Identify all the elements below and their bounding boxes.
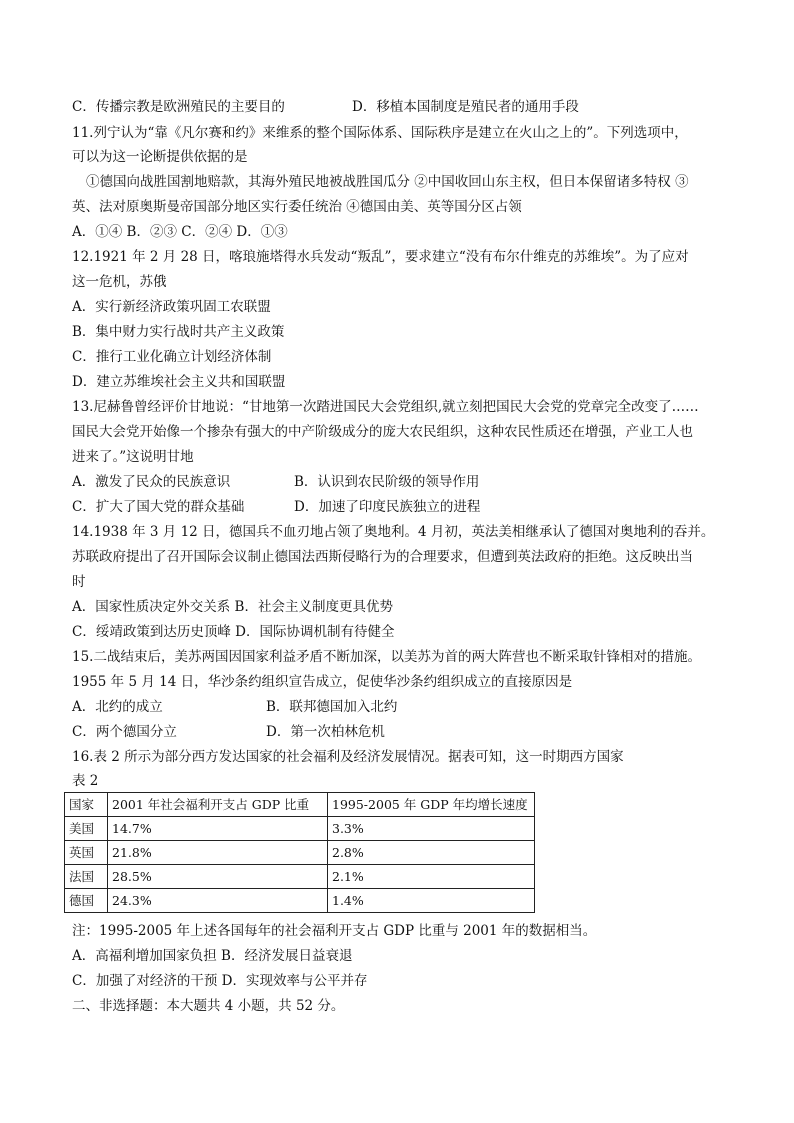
table-header-row bbox=[65, 793, 535, 817]
q15-option-d: D．第一次柏林危机 bbox=[266, 724, 385, 740]
table-cell: 1.4% bbox=[328, 889, 535, 913]
q13-stem-line1: 13.尼赫鲁曾经评价甘地说：“甘地第一次踏进国民大会党组织,就立刻把国民大会党的党章完全改变了…… bbox=[72, 399, 699, 415]
q12-option-d: D．建立苏维埃社会主义共和国联盟 bbox=[72, 374, 286, 390]
q12-option-a: A．实行新经济政策巩固工农联盟 bbox=[72, 299, 271, 315]
q12-stem-line1: 12.1921 年 2 月 28 日，喀琅施塔得水兵发动“叛乱”，要求建立“没有布尔什维克的苏维埃”。为了应对 bbox=[72, 249, 689, 265]
q12-option-b: B．集中财力实行战时共产主义政策 bbox=[72, 324, 285, 340]
q14-options-cd: C．绥靖政策到达历史顶峰 D．国际协调机制有待健全 bbox=[72, 624, 395, 640]
q12-stem-line2: 这一危机，苏俄 bbox=[72, 274, 167, 290]
table-row bbox=[65, 817, 535, 841]
table-cell: 21.8% bbox=[108, 841, 328, 865]
table-row bbox=[65, 889, 535, 913]
q13-option-a: A．激发了民众的民族意识 bbox=[72, 474, 231, 490]
q12-option-c: C．推行工业化确立计划经济体制 bbox=[72, 349, 272, 365]
table-row bbox=[65, 865, 535, 889]
q13-stem-line2: 国民大会党开始像一个掺杂有强大的中产阶级成分的庞大农民组织，这种农民性质还在增强，产业工人也 bbox=[72, 424, 693, 440]
q11-items-line1: ①德国向战胜国割地赔款，其海外殖民地被战胜国瓜分 ②中国收回山东主权，但日本保留诸多特权 ③ bbox=[86, 174, 689, 190]
q11-options: A．①④ B．②③ C．②④ D．①③ bbox=[72, 224, 288, 240]
table-cell: 14.7% bbox=[108, 817, 328, 841]
q13-stem-line3: 进来了。”这说明甘地 bbox=[72, 449, 194, 465]
q15-option-b: B．联邦德国加入北约 bbox=[266, 699, 398, 715]
q13-option-b: B．认识到农民阶级的领导作用 bbox=[294, 474, 480, 490]
q16-stem: 16.表 2 所示为部分西方发达国家的社会福利及经济发展情况。据表可知，这一时期西方国家 bbox=[72, 749, 624, 765]
table-cell: 2.8% bbox=[328, 841, 535, 865]
table-cell: 28.5% bbox=[108, 865, 328, 889]
q13-option-c: C．扩大了国大党的群众基础 bbox=[72, 499, 245, 515]
table-cell: 24.3% bbox=[108, 889, 328, 913]
table-cell: 英国 bbox=[65, 841, 108, 865]
table-cell: 德国 bbox=[65, 889, 108, 913]
table-header-cell: 1995-2005 年 GDP 年均增长速度 bbox=[328, 793, 535, 817]
table-cell: 美国 bbox=[65, 817, 108, 841]
table-cell: 法国 bbox=[65, 865, 108, 889]
q10-option-d: D．移植本国制度是殖民者的通用手段 bbox=[352, 99, 579, 115]
q16-options-cd: C．加强了对经济的干预 D．实现效率与公平并存 bbox=[72, 973, 368, 989]
section-heading: 二、非选择题：本大题共 4 小题，共 52 分。 bbox=[72, 998, 345, 1014]
q14-stem-line2: 苏联政府提出了召开国际会议制止德国法西斯侵略行为的合理要求，但遭到英法政府的拒绝。这反映出当 bbox=[72, 549, 693, 565]
table-cell: 3.3% bbox=[328, 817, 535, 841]
q13-option-d: D．加速了印度民族独立的进程 bbox=[294, 499, 481, 515]
q16-options-ab: A．高福利增加国家负担 B．经济发展日益衰退 bbox=[72, 948, 353, 964]
table-caption: 表 2 bbox=[72, 773, 99, 789]
welfare-gdp-table bbox=[64, 792, 535, 913]
table-header-cell: 国家 bbox=[65, 793, 108, 817]
q15-option-a: A．北约的成立 bbox=[72, 699, 163, 715]
q11-items-line2: 英、法对原奥斯曼帝国部分地区实行委任统治 ④德国由美、英等国分区占领 bbox=[72, 199, 522, 215]
q15-stem-line1: 15.二战结束后，美苏两国因国家利益矛盾不断加深，以美苏为首的两大阵营也不断采取针锋相对的措施。 bbox=[72, 649, 701, 665]
q15-stem-line2: 1955 年 5 月 14 日，华沙条约组织宣告成立，促使华沙条约组织成立的直接原因是 bbox=[72, 674, 573, 690]
table-row bbox=[65, 841, 535, 865]
table-cell: 2.1% bbox=[328, 865, 535, 889]
table-header-cell: 2001 年社会福利开支占 GDP 比重 bbox=[108, 793, 328, 817]
q10-option-c: C．传播宗教是欧洲殖民的主要目的 bbox=[72, 99, 285, 115]
q14-stem-line1: 14.1938 年 3 月 12 日，德国兵不血刃地占领了奥地利。4 月初，英法美相继承认了德国对奥地利的吞并。 bbox=[72, 524, 715, 540]
q14-options-ab: A．国家性质决定外交关系 B．社会主义制度更具优势 bbox=[72, 599, 393, 615]
table-note: 注：1995-2005 年上述各国每年的社会福利开支占 GDP 比重与 2001 年的数据相当。 bbox=[72, 923, 597, 939]
q15-option-c: C．两个德国分立 bbox=[72, 724, 177, 740]
q14-stem-line3: 时 bbox=[72, 574, 86, 590]
q11-stem-line1: 11.列宁认为“靠《凡尔赛和约》来维系的整个国际体系、国际秩序是建立在火山之上的”。下列选项中， bbox=[72, 125, 688, 141]
q11-stem-line2: 可以为这一论断提供依据的是 bbox=[72, 149, 248, 165]
